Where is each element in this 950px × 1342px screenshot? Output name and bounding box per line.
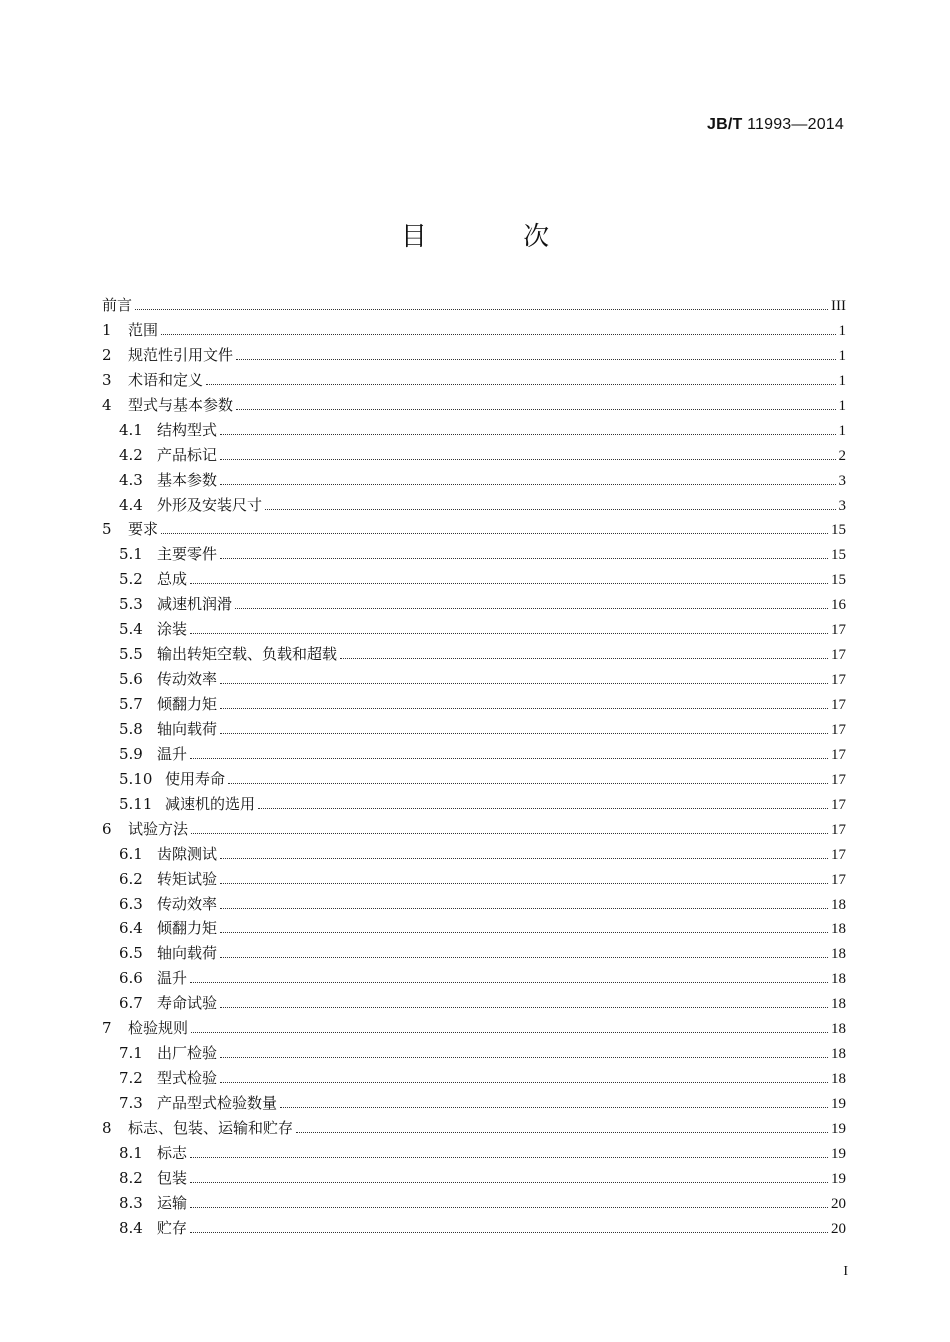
toc-dot-leader [190,1182,828,1183]
table-of-contents [102,294,846,1242]
toc-entry-title: 轴向载荷 [157,719,218,738]
toc-entry-page: 19 [831,1145,846,1162]
toc-entry-number: 7.3 [119,1094,143,1112]
toc-entry-title: 前言 [102,296,133,314]
toc-entry-page: 17 [831,697,846,713]
toc-entry-title: 传动效率 [157,670,218,689]
toc-dot-leader [220,932,828,933]
toc-entry-page: 18 [831,971,846,988]
toc-dot-leader [265,509,835,510]
toc-entry-number: 4.2 [119,445,143,464]
toc-entry[interactable] [102,818,846,843]
toc-entry-page: 18 [831,921,846,938]
toc-entry-page: 15 [831,547,846,564]
toc-dot-leader [280,1107,828,1108]
toc-entry-number: 5.1 [119,545,143,564]
toc-entry[interactable] [102,1192,846,1217]
toc-entry-title: 运输 [157,1193,188,1212]
toc-entry-title: 试验方法 [128,819,189,838]
toc-entry-title: 要求 [128,520,159,539]
toc-entry[interactable] [102,1042,846,1067]
toc-entry[interactable] [102,419,846,444]
toc-entry-title: 标志 [157,1143,188,1162]
toc-entry[interactable] [102,618,846,643]
toc-entry[interactable] [102,344,846,369]
toc-dot-leader [220,484,835,485]
toc-entry[interactable] [102,768,846,793]
toc-dot-leader [220,957,828,958]
toc-entry-page: 16 [831,597,846,614]
toc-entry-page: 2 [838,447,846,464]
toc-entry-title: 温升 [157,744,188,763]
toc-entry-page: 1 [838,397,846,414]
toc-entry-number: 8.4 [119,1218,143,1237]
toc-entry-number: 8.3 [119,1193,143,1212]
toc-entry-number: 3 [102,370,112,389]
toc-entry[interactable] [102,394,846,419]
toc-dot-leader [296,1132,828,1133]
toc-entry-title: 型式检验 [157,1069,218,1088]
toc-entry-page: 1 [838,347,846,364]
toc-entry-page: 15 [831,522,846,539]
toc-entry-page: 3 [838,497,846,514]
toc-dot-leader [220,1007,828,1008]
toc-dot-leader [220,1057,828,1058]
toc-entry[interactable] [102,518,846,543]
toc-entry-page: 17 [831,821,846,838]
toc-dot-leader [220,708,828,709]
toc-entry[interactable] [102,494,846,519]
toc-entry-title: 出厂检验 [157,1044,218,1063]
toc-entry-title: 主要零件 [157,545,218,564]
toc-entry[interactable] [102,643,846,668]
toc-dot-leader [190,758,828,759]
toc-entry-number: 5.7 [119,695,143,713]
toc-dot-leader [340,658,828,659]
toc-entry-title: 倾翻力矩 [157,695,218,713]
toc-dot-leader [220,883,828,884]
toc-entry-page: 17 [831,647,846,664]
toc-entry[interactable] [102,743,846,768]
toc-entry-number: 5.6 [119,670,143,689]
toc-entry-number: 4.4 [119,495,143,514]
toc-entry-title: 转矩试验 [157,869,218,888]
toc-dot-leader [190,633,828,634]
toc-entry-page: 3 [838,472,846,489]
toc-dot-leader [220,858,828,859]
toc-entry-page: 17 [831,721,846,738]
toc-entry[interactable] [102,1142,846,1167]
toc-entry-number: 2 [102,345,112,364]
toc-entry[interactable] [102,693,846,718]
toc-entry-title: 产品标记 [157,445,218,464]
toc-entry[interactable] [102,543,846,568]
toc-dot-leader [258,808,828,809]
toc-entry-page: 18 [831,896,846,913]
toc-entry-number: 7.1 [119,1044,143,1063]
toc-entry-page: 15 [831,572,846,589]
toc-entry-page: 18 [831,1021,846,1038]
toc-dot-leader [135,309,828,310]
toc-entry-number: 6.2 [119,869,143,888]
toc-entry[interactable] [102,942,846,967]
toc-entry-number: 6.1 [119,844,143,863]
toc-entry-page: 18 [831,946,846,963]
toc-entry-number: 6 [102,819,112,838]
toc-entry[interactable] [102,668,846,693]
toc-entry-title: 检验规则 [128,1019,189,1038]
toc-dot-leader [206,384,835,385]
toc-dot-leader [220,1082,828,1083]
toc-entry-title: 外形及安装尺寸 [157,495,263,514]
toc-dot-leader [236,409,835,410]
toc-entry-title: 传动效率 [157,894,218,913]
toc-entry-number: 6.3 [119,894,143,913]
toc-dot-leader [191,1032,828,1033]
toc-entry-title: 减速机的选用 [165,794,256,813]
toc-entry-number: 5 [102,520,112,539]
toc-dot-leader [220,683,828,684]
toc-entry-page: 18 [831,1046,846,1063]
toc-entry-title: 产品型式检验数量 [157,1094,278,1112]
toc-entry-number: 5.3 [119,595,143,614]
toc-entry[interactable] [102,1117,846,1142]
toc-dot-leader [161,334,835,335]
toc-entry-page: 17 [831,771,846,788]
toc-entry-number: 5.11 [119,794,153,813]
toc-entry-page: 17 [831,871,846,888]
toc-entry[interactable] [102,469,846,494]
toc-dot-leader [220,558,828,559]
toc-entry-page: 1 [838,322,846,339]
toc-dot-leader [190,583,828,584]
toc-entry-number: 6.5 [119,944,143,963]
toc-entry-page: 1 [838,422,846,439]
toc-entry-title: 结构型式 [157,420,218,439]
toc-entry-title: 涂装 [157,620,188,639]
toc-entry-number: 1 [102,320,112,339]
toc-dot-leader [220,908,828,909]
toc-entry-number: 4.3 [119,470,143,489]
toc-entry-title: 标志、包装、运输和贮存 [128,1118,294,1137]
toc-entry-number: 4.1 [119,420,143,439]
toc-dot-leader [190,1232,828,1233]
toc-dot-leader [191,833,828,834]
toc-entry-number: 5.8 [119,719,143,738]
toc-entry-title: 减速机润滑 [157,595,233,614]
toc-entry[interactable] [102,444,846,469]
toc-entry-title: 术语和定义 [128,370,204,389]
toc-entry-number: 5.5 [119,645,143,664]
toc-entry-title: 使用寿命 [165,769,226,788]
toc-dot-leader [190,1207,828,1208]
toc-entry[interactable] [102,893,846,918]
toc-entry-page: 1 [838,372,846,389]
toc-entry[interactable] [102,843,846,868]
toc-entry-number: 8.1 [119,1143,143,1162]
standard-code: 11993—2014 [742,116,844,133]
toc-entry-page: 17 [831,846,846,863]
standard-number [707,116,844,134]
toc-entry-title: 型式与基本参数 [128,395,234,414]
toc-entry[interactable] [102,319,846,344]
toc-entry[interactable] [102,967,846,992]
toc-dot-leader [190,982,828,983]
toc-entry-title: 包装 [157,1168,188,1187]
toc-entry[interactable] [102,1217,846,1242]
toc-entry-number: 6.7 [119,994,143,1013]
toc-dot-leader [190,1157,828,1158]
toc-dot-leader [220,434,835,435]
toc-entry-number: 8.2 [119,1168,143,1187]
toc-entry-page: 19 [831,1120,846,1137]
toc-entry-page: 17 [831,796,846,813]
toc-entry-title: 总成 [157,570,188,589]
toc-entry-page: 18 [831,996,846,1013]
toc-dot-leader [220,733,828,734]
toc-entry-number: 5.2 [119,570,143,589]
toc-entry-title: 温升 [157,969,188,988]
toc-entry-page: 20 [831,1220,846,1237]
toc-dot-leader [220,459,835,460]
toc-entry-number: 7 [102,1019,112,1038]
toc-entry-title: 齿隙测试 [157,844,218,863]
toc-entry-number: 5.10 [119,769,153,788]
toc-entry-title: 轴向载荷 [157,944,218,963]
toc-entry-page: 19 [831,1096,846,1112]
toc-entry[interactable] [102,868,846,893]
toc-entry-page: 19 [831,1170,846,1187]
toc-dot-leader [228,783,828,784]
toc-entry-title: 规范性引用文件 [128,345,234,364]
toc-entry[interactable] [102,593,846,618]
toc-entry-page: 17 [831,622,846,639]
toc-entry-title: 范围 [128,320,159,339]
toc-entry-title: 寿命试验 [157,994,218,1013]
toc-entry[interactable] [102,793,846,818]
toc-entry-title: 倾翻力矩 [157,919,218,938]
toc-entry-number: 5.4 [119,620,143,639]
toc-entry[interactable] [102,917,846,942]
toc-entry[interactable] [102,1017,846,1042]
toc-entry-number: 7.2 [119,1069,143,1088]
toc-entry-number: 4 [102,395,112,414]
toc-entry-number: 5.9 [119,744,143,763]
toc-entry[interactable] [102,1067,846,1092]
toc-entry-page: 17 [831,746,846,763]
toc-entry-page: III [831,298,846,314]
toc-entry-page: 20 [831,1195,846,1212]
toc-entry-number: 6.4 [119,919,143,938]
toc-entry[interactable] [102,568,846,593]
toc-dot-leader [235,608,828,609]
toc-entry-title: 输出转矩空载、负载和超载 [157,645,338,664]
toc-entry[interactable] [102,718,846,743]
toc-entry-number: 8 [102,1118,112,1137]
toc-entry-title: 贮存 [157,1218,188,1237]
toc-entry-page: 18 [831,1071,846,1088]
toc-entry[interactable] [102,369,846,394]
toc-entry[interactable] [102,1167,846,1192]
toc-dot-leader [236,359,835,360]
toc-entry[interactable] [102,1092,846,1117]
toc-dot-leader [161,533,828,534]
standard-prefix: JB/T [706,116,743,133]
page-folio: I [843,1264,848,1279]
toc-entry-page: 17 [831,672,846,689]
toc-entry[interactable] [102,992,846,1017]
toc-entry-title: 基本参数 [157,470,218,489]
toc-entry[interactable] [102,294,846,319]
toc-entry-number: 6.6 [119,969,143,988]
page-title: 目 次 [400,222,594,252]
